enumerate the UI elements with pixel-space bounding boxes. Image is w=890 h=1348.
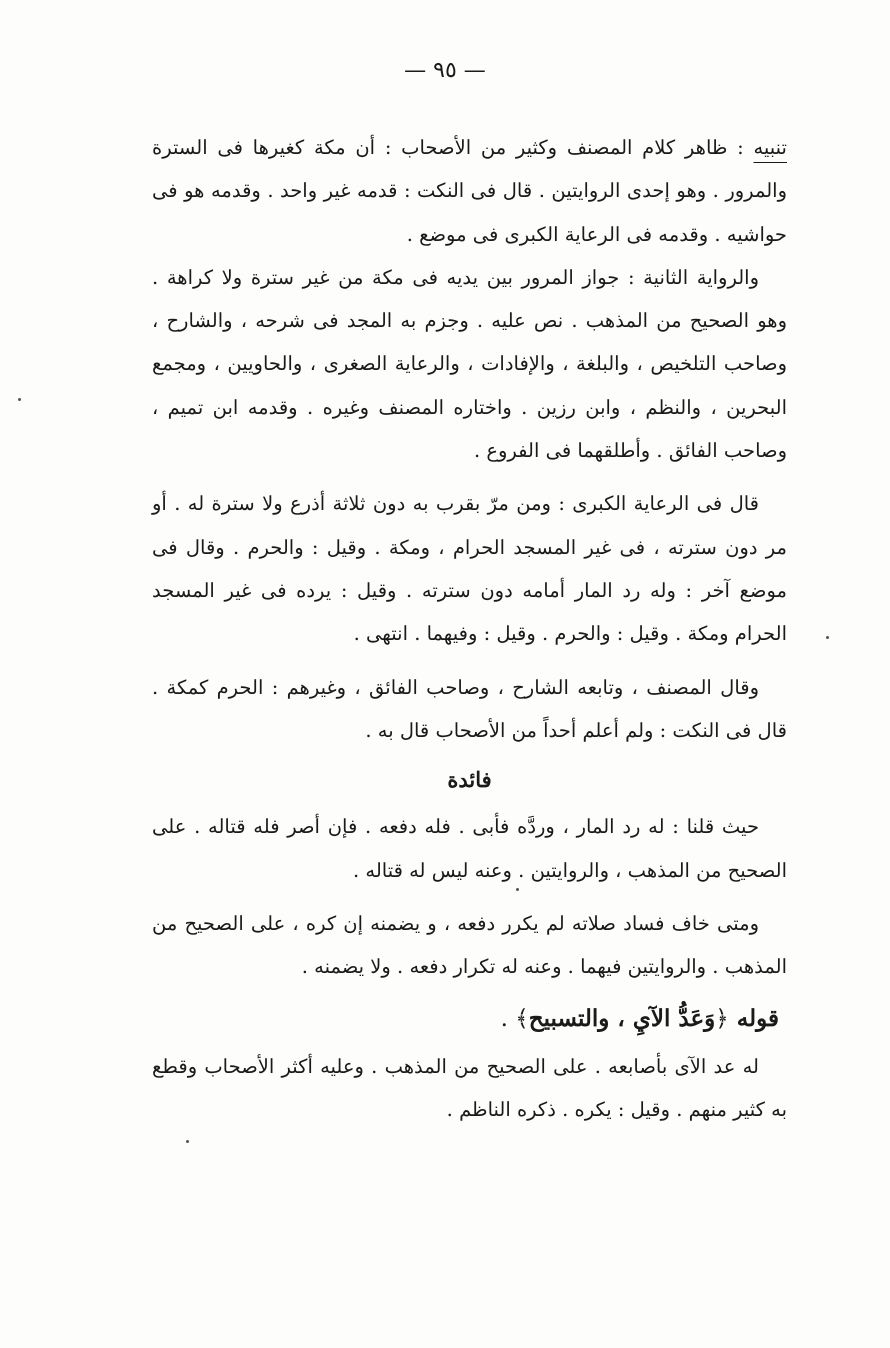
paragraph-counting-verses: له عد الآى بأصابعه . على الصحيح من المذهب . وعليه أكثر الأصحاب وقطع به كثير منهم . وقيل : يكره . ذكره الناظم . <box>152 1054 787 1122</box>
faida-heading: فائدة <box>447 767 492 793</box>
quote-open-bracket: ﴿ <box>715 1005 729 1032</box>
speck-mark <box>186 1140 189 1143</box>
paragraph-haram-makka: وقال المصنف ، وتابعه الشارح ، وصاحب الفائق ، وغيرهم : الحرم كمكة . قال فى النكت : ولم أعلم أحداً من الأصحاب قال به . <box>152 675 787 742</box>
tanbih-paragraph <box>152 126 787 256</box>
speck-mark <box>18 398 21 401</box>
tanbih-label: تنبيه <box>753 136 787 159</box>
main-text <box>152 126 787 1132</box>
paragraph-faida-2: ومتى خاف فساد صلاته لم يكرر دفعه ، و يضمنه إن كره ، على الصحيح من المذهب . والروايتين فيهما . وعنه له تكرار دفعه . ولا يضمنه . <box>152 912 787 979</box>
page-number: — ٩٥ — <box>404 58 486 83</box>
paragraph-second-narration: والرواية الثانية : جواز المرور بين يديه فى مكة من غير سترة ولا كراهة . وهو الصحيح من المذهب . نص عليه . وجزم به المجد فى شرحه ، والشارح ، وصاحب التلخيص ، والبلغة ، والإفادات ، والرعاية الصغرى ، والحاويين ، ومجمع البحرين ، والنظم ، وابن رزين . واختاره المصنف وغيره . وقدمه ابن تميم ، وصاحب الفائق . وأطلقهما فى الفروع . <box>152 265 787 463</box>
tanbih-text: : ظاهر كلام المصنف وكثير من الأصحاب : أن مكة كغيرها فى السترة والمرور . وهو إحدى الروايتين . قال فى النكت : قدمه غير واحد . وقدمه هو فى حواشيه . وقدمه فى الرعاية الكبرى فى موضع . <box>152 136 787 246</box>
quoted-text-line <box>152 997 787 1041</box>
speck-mark <box>516 888 519 891</box>
paragraph-riaya-kubra: قال فى الرعاية الكبرى : ومن مرّ بقرب به دون ثلاثة أذرع ولا سترة له . أو مر دون سترته ، فى غير المسجد الحرام ، ومكة . وقيل : والحرم . وقال فى موضع آخر : وله رد المار أمامه دون سترته . وقيل : يرده فى غير المسجد الحرام ومكة . وقيل : والحرم . وقيل : وفيهما . انتهى . <box>152 492 787 646</box>
quote-close-bracket: ﴾ . <box>500 1005 529 1032</box>
quote-text: وَعَدُّ الآيِ ، والتسبيح <box>528 1004 716 1032</box>
quote-prefix: قوله <box>736 1004 779 1032</box>
paragraph-faida-1: حيث قلنا : له رد المار ، وردَّه فأبى . فله دفعه . فإن أصر فله قتاله . على الصحيح من المذهب ، والروايتين . وعنه ليس له قتاله . <box>152 815 787 882</box>
speck-mark <box>826 636 829 639</box>
